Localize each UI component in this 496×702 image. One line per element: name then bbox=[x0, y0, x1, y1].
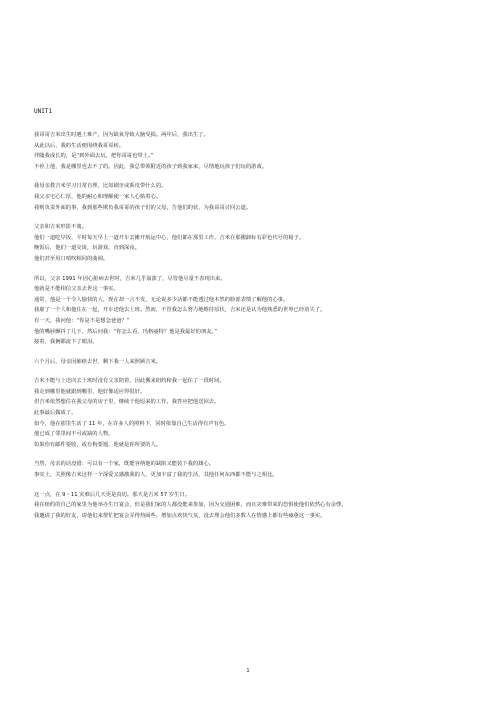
page-number: 1 bbox=[246, 668, 250, 674]
paragraph bbox=[34, 459, 464, 480]
text-line: 我雇了一个人和他住在一起，开车送他去上班。然而，不管我怎么努力地维持原状，吉米还是认为他熟悉的世界已经消失了。 bbox=[34, 307, 326, 314]
text-line: 接着，我俩都流下了眼泪。 bbox=[34, 339, 98, 346]
paragraph bbox=[34, 376, 464, 450]
paragraph bbox=[34, 490, 464, 522]
text-line: 不停上他，我是哪里也去不了的。因此，我总带领附近的孩子到我家来，尽情地玩孩子们玩的游戏。 bbox=[34, 163, 268, 170]
text-line: 伴随我成长的，是“到外面去玩，把你哥哥也带上。” bbox=[34, 153, 154, 160]
paragraph bbox=[34, 357, 464, 368]
paragraph bbox=[34, 130, 464, 172]
text-line: 我则负责外面的事，我到那些欺负我哥哥的孩子们的父母，告他们的状，为我哥哥讨回公道。 bbox=[34, 204, 252, 211]
text-line: 此事最后做成了。 bbox=[34, 410, 77, 417]
text-line: 这一点，在 9・11 灾难后几天更是真切。那天是吉米 57 岁生日。 bbox=[34, 491, 191, 498]
text-line: 但吉米依然想住在我父母的房子里，继续干他原来的工作。我答应把他送回去。 bbox=[34, 399, 220, 406]
document-body bbox=[34, 130, 464, 530]
text-line: 我父亲宅心仁厚，他的耐心和理解使一家人心贴着心。 bbox=[34, 193, 162, 200]
text-line: 我邀请了我的好友，请他们来帮忙把宴会弄得热闹些，增加点欢快气氛，没去理会他们多数人在情感上都有些疲惫这一事实。 bbox=[34, 512, 326, 519]
text-line: 他的嘴唇颤抖了几下，然后问我：“你怎么看，玛格丽特？他是我最好的朋友。” bbox=[34, 328, 217, 335]
text-line: 我走到哪里他就跟到哪里，他好像适应得很好。 bbox=[34, 388, 146, 395]
text-line: 我母亲教吉米学习日常自理，比如刷牙或系皮带什么的。 bbox=[34, 183, 167, 190]
text-line: 他就是不能相信父亲去世这一事实。 bbox=[34, 286, 119, 293]
text-line: 通常，他是一个令人愉快的人，现在却一言不发，无论说多少话都不能透过他木然的脸部表情了解他的心事。 bbox=[34, 296, 289, 303]
text-line: 晚饭后，他们一道交谈，玩游戏，直到深夜。 bbox=[34, 245, 140, 252]
text-line: 有一天，我问他：“你是不是想念爸爸？” bbox=[34, 317, 130, 324]
text-line: 从此以后，我的生活便围绕我哥哥转。 bbox=[34, 142, 125, 149]
text-line: 他已成了邻里间不可或缺的人物。 bbox=[34, 431, 114, 438]
paragraph bbox=[34, 274, 464, 348]
text-line: 吉米不能与上送向去上班时没有父亲陪着，因此搬来纽约和我一起住了一段时间。 bbox=[34, 378, 225, 385]
paragraph bbox=[34, 222, 464, 264]
text-line: 当然，母亲的话没错：可以有一个家，既能容纳他的缺陷又能装下我的雄心。 bbox=[34, 461, 215, 468]
text-line: 我在纽约的自己的家里为他举办生日宴会，但是我们家的人都没能来参加，因为交通困难，而且灾难带来的恐惧使他们依然心有余悸。 bbox=[34, 502, 347, 509]
text-line: 如果你有邮件要收，或有狗要遛，他就是你所要的人。 bbox=[34, 441, 162, 448]
text-line: 父亲和吉米形影不离。 bbox=[34, 224, 87, 231]
text-line: 六个月后，母亲因肺癌去世，剩下我一人来照顾吉米。 bbox=[34, 358, 162, 365]
text-line: 如今，他在那里生活了 11 年，在许多人的照料下，同时依靠自己生活得有声有色。 bbox=[34, 420, 230, 427]
text-line: 事实上，关照像吉米这样一个深爱又感激我的人，更加丰富了我的生活，其他任何东西都不能与之相比。 bbox=[34, 472, 278, 479]
unit-title: UNIT1 bbox=[34, 108, 53, 115]
text-line: 我哥哥吉米出生时遇上难产，因为缺氧导致大脑受损。两年后，我出生了。 bbox=[34, 132, 209, 138]
text-line: 他们甚至用口哨吹相同的曲调。 bbox=[34, 255, 109, 262]
paragraph bbox=[34, 181, 464, 213]
text-line: 所以，父亲 1991 年因心脏病去世时，吉米几乎崩溃了，尽管他尽量不表现出来。 bbox=[34, 275, 226, 282]
text-line: 他们一道吃早饭，平时每天早上一道开车去摊开航运中心，他们都在那里工作，吉米在那搬卸标有彩色代号的箱子。 bbox=[34, 234, 305, 241]
